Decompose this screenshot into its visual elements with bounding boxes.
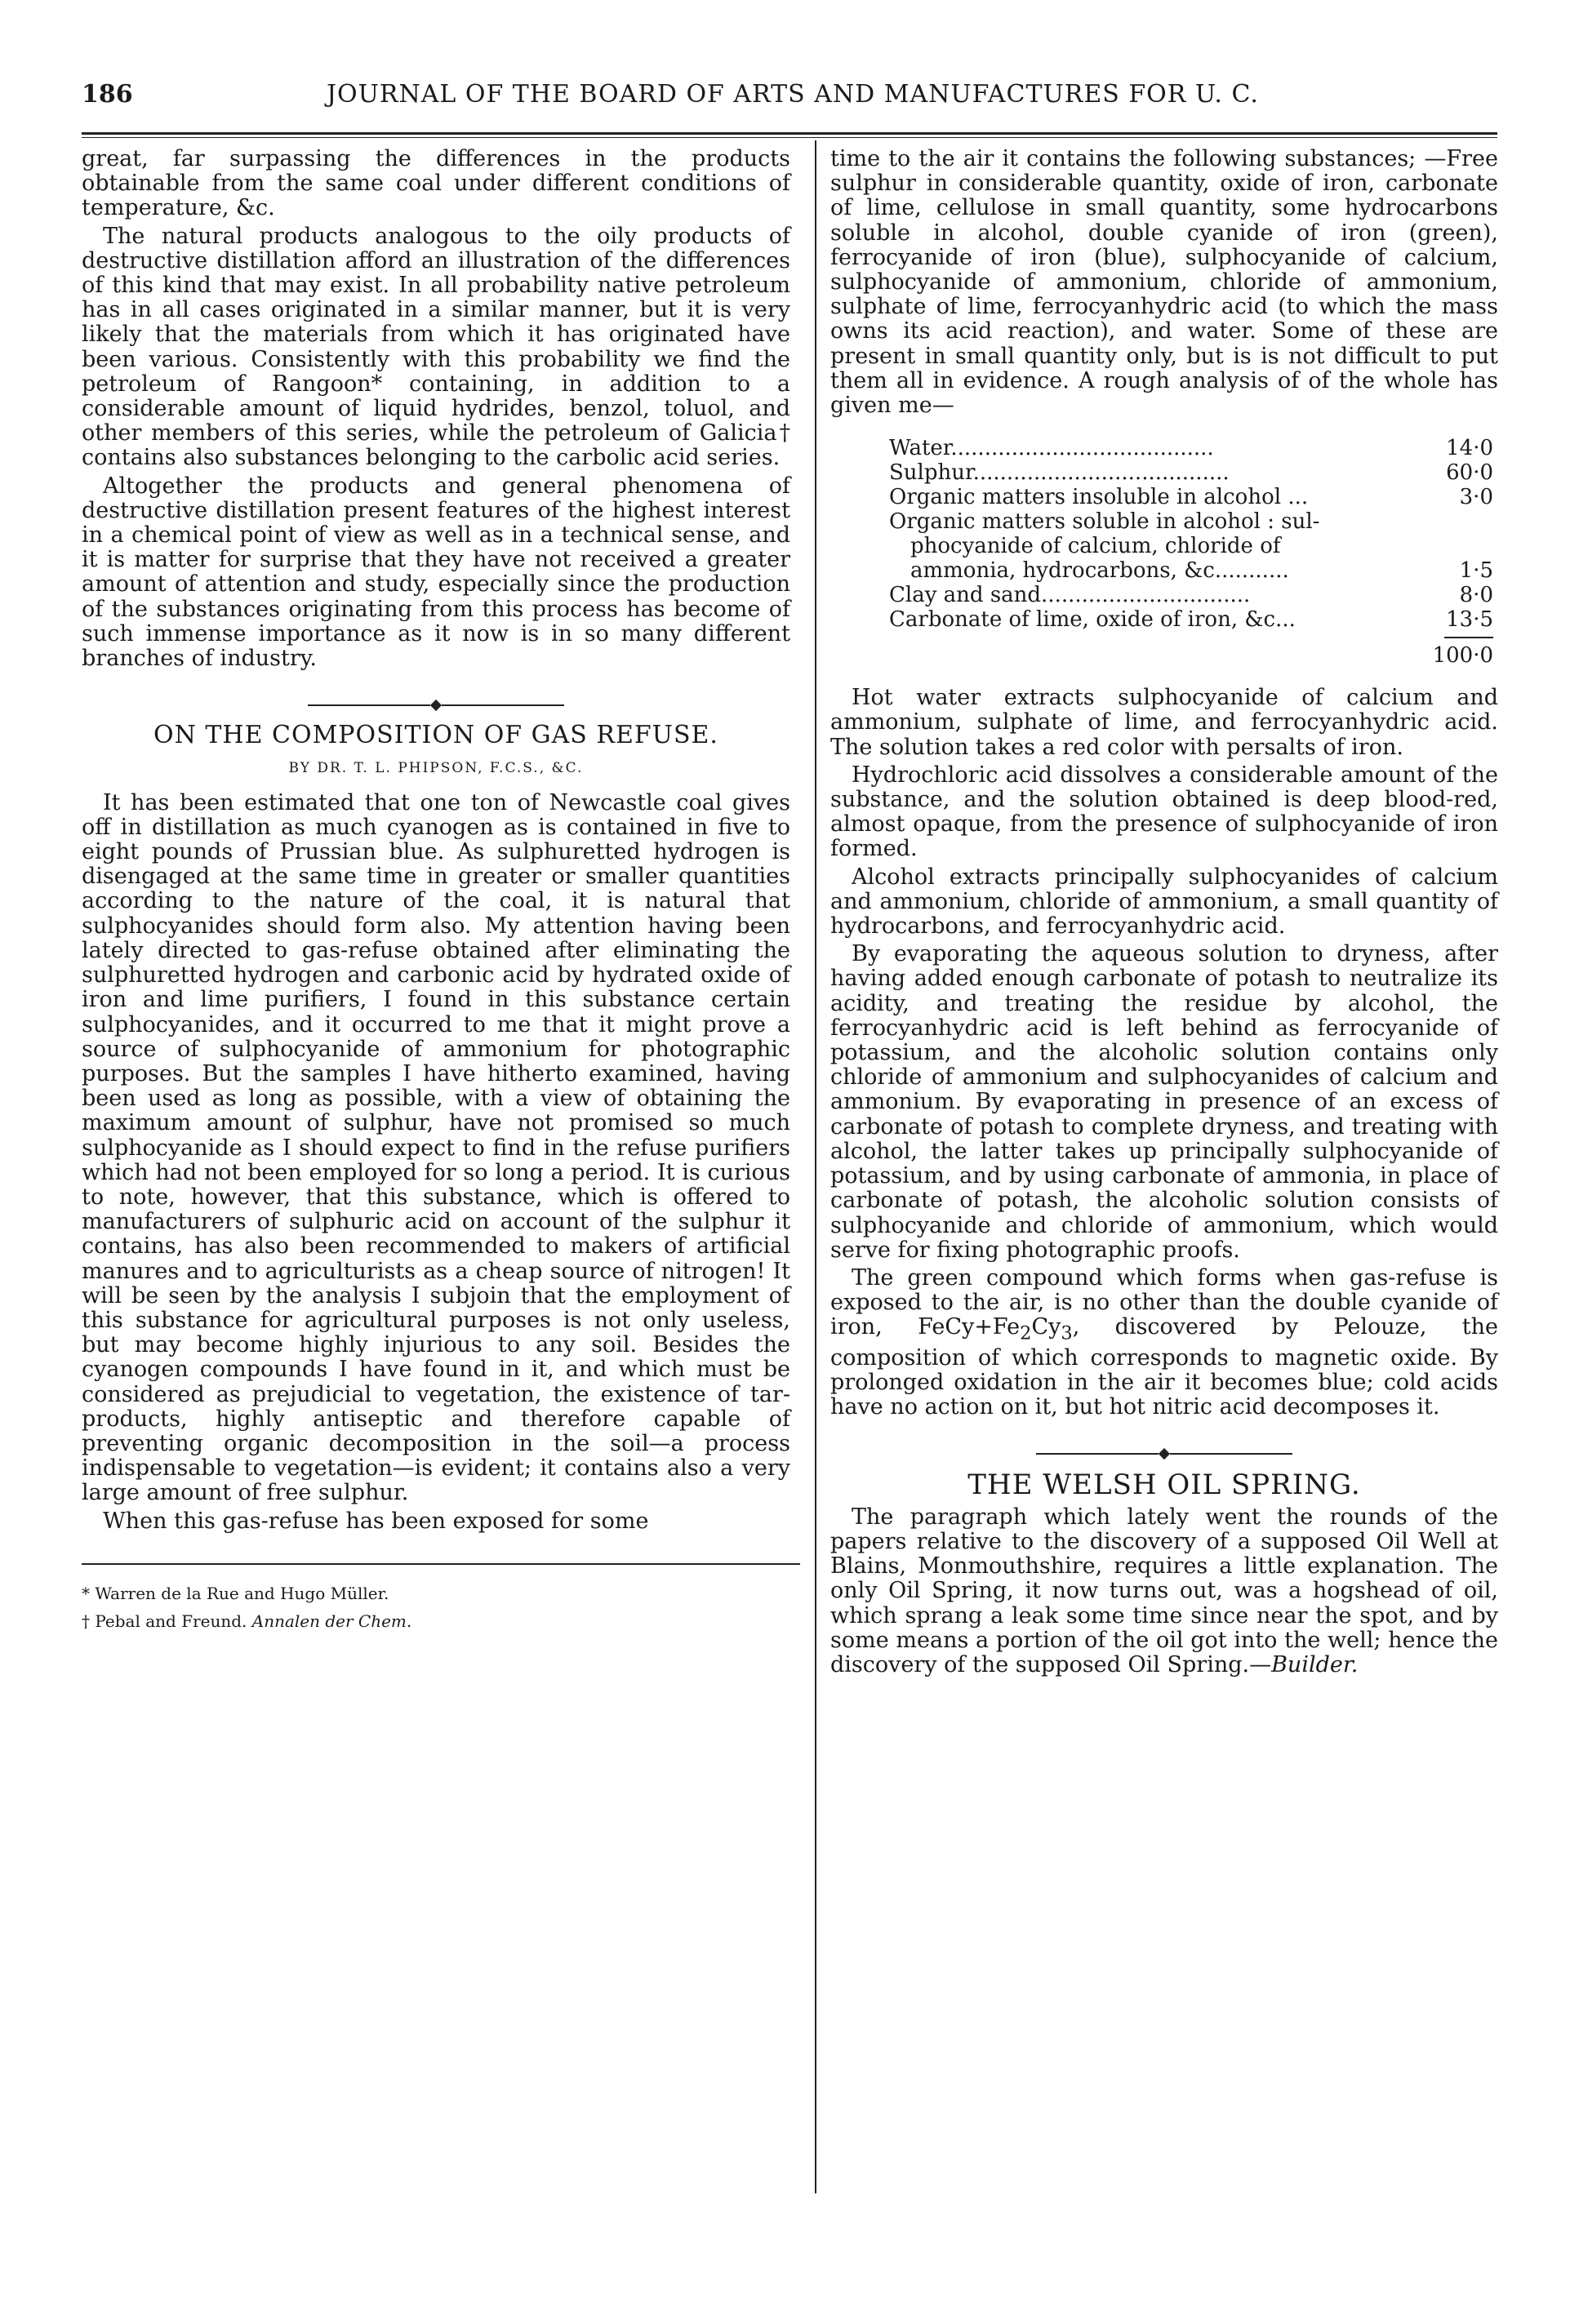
byline: BY DR. T. L. PHIPSON, F.C.S., &C. [288, 760, 584, 777]
paragraph: The natural products analogous to the oily products of destructive distillation afford an illustration of the differences of this kind that may exist. In all probability native petroleum has in all cases originated in a similar manner, but it is very likely that the materials from which it has originated have been various. Consistently with this probability we find the petroleum of Rangoon* containing, in addition to a considerable amount of liquid hydrides, benzol, toluol, and other members of this series, while the petroleum of Galicia† contains also substances belonging to the carbolic acid series. [82, 223, 790, 471]
analysis-row [889, 485, 1493, 509]
footnote-rule [82, 1563, 800, 1565]
analysis-row [889, 460, 1493, 485]
analysis-row [889, 583, 1493, 607]
analysis-label: ammonia, hydrocarbons, &c........... [910, 558, 1289, 584]
analysis-label: Organic matters insoluble in alcohol ... [889, 485, 1309, 510]
right-column [830, 147, 1498, 1677]
analysis-label: Carbonate of lime, oxide of iron, &c... [889, 607, 1296, 633]
paragraph: Hot water extracts sulphocyanide of calcium and ammonium, sulphate of lime, and ferrocyanhydric acid. The solution takes a red color with persalts of iron. [830, 685, 1498, 760]
paragraph: great, far surpassing the differences in the products obtainable from the same coal under different conditions of temperature, &c. [82, 146, 790, 221]
subscript: 3 [1061, 1322, 1073, 1344]
section-title: ON THE COMPOSITION OF GAS REFUSE. [153, 721, 718, 750]
analysis-row [889, 534, 1493, 558]
page-header [82, 80, 1486, 121]
text-run: , discovered by Pelouze, the composition of which corresponds to magnetic oxide. By prolonged oxidation in the air it becomes blue; cold acids have no action on it, but hot nitric acid decomposes it. [830, 1314, 1499, 1420]
analysis-value: 3·0 [1459, 485, 1493, 510]
analysis-label: Organic matters soluble in alcohol : sul- [889, 509, 1320, 535]
analysis-value: 13·5 [1446, 607, 1493, 633]
text-run: The paragraph which lately went the rounds of the papers relative to the discovery of a supposed Oil Well at Blains, Monmouthshire, requires a little explanation. The only Oil Spring, it now turns out, was a hogshead of oil, which sprang a leak some time since near the spot, and by some means a portion of the oil got into the well; hence the discovery of the supposed Oil Spring.— [830, 1504, 1498, 1677]
analysis-value: 14·0 [1446, 436, 1493, 461]
analysis-table [830, 436, 1498, 668]
header-rule [82, 132, 1497, 138]
paragraph: Alcohol extracts principally sulphocyanides of calcium and ammonium, chloride of ammonium, a small quantity of hydrocarbons, and ferrocyanhydric acid. [830, 864, 1498, 940]
section-title: THE WELSH OIL SPRING. [967, 1468, 1361, 1501]
paragraph: Altogether the products and general phenomena of destructive distillation present features of the highest interest in a chemical point of view as well as in a technical sense, and it is matter for surprise that they have not received a greater amount of attention and study, especially since the production of the substances originating from this process has become of such immense importance as it now is in so many different branches of industry. [82, 473, 790, 672]
analysis-row [889, 558, 1493, 583]
paragraph: When this gas-refuse has been exposed for some [103, 1508, 649, 1534]
subscript: 2 [1020, 1322, 1032, 1344]
analysis-label: Sulphur...................................... [889, 460, 1230, 486]
total-rule [1444, 637, 1493, 638]
analysis-value [1436, 534, 1493, 558]
text-run: The green compound which forms when gas-refuse is exposed to the air, is no other than the double cyanide of iron, FeCy+Fe [830, 1264, 1498, 1340]
footnote [82, 1607, 790, 1635]
column-divider [815, 140, 816, 2193]
analysis-value: 60·0 [1446, 460, 1493, 486]
analysis-label: phocyanide of calcium, chloride of [910, 534, 1281, 559]
paragraph: By evaporating the aqueous solution to dryness, after having added enough carbonate of potash to neutralize its acidity, and treating the residue by alcohol, the ferrocyanhydric acid is left behind as ferrocyanide of potassium, and the alcoholic solution contains only chloride of ammonium and sulphocyanides of calcium and ammonium. By evaporating in presence of an excess of carbonate of potash to complete dryness, and treating with alcohol, the latter takes up principally sulphocyanide of potassium, and by using carbonate of ammonia, in place of carbonate of potash, the alcoholic solution consists of sulphocyanide and chloride of ammonium, which would serve for fixing photographic proofs. [830, 941, 1498, 1263]
paragraph: Hydrochloric acid dissolves a considerable amount of the substance, and the solution obtained is deep blood-red, almost opaque, from the presence of sulphocyanide of iron formed. [830, 762, 1498, 862]
analysis-value: 8·0 [1459, 583, 1493, 608]
paragraph [830, 1266, 1498, 1420]
paragraph: It has been estimated that one ton of Newcastle coal gives off in distillation as much cyanogen as is contained in five to eight pounds of Prussian blue. As sulphuretted hydrogen is disengaged at the same time in greater or smaller quantities according to the nature of the coal, it is natural that sulphocyanides should form also. My attention having been lately directed to gas-refuse obtained after eliminating the sulphuretted hydrogen and carbonic acid by hydrated oxide of iron and lime purifiers, I found in this substance certain sulphocyanides, and it occurred to me that it might prove a source of sulphocyanide of ammonium for photographic purposes. But the samples I have hitherto examined, having been used as long as possible, with a view of obtaining the maximum amount of sulphur, have not promised so much sulphocyanide as I should expect to find in the refuse purifiers which had not been employed for so long a period. It is curious to note, however, that this substance, which is offered to manufacturers of sulphuric acid on account of the sulphur it contains, has also been recommended to makers of artificial manures and to agriculturists as a cheap source of nitrogen! It will be seen by the analysis I subjoin that the employment of this substance for agricultural purposes is not only useless, but may become highly injurious to any soil. Besides the cyanogen compounds I have found in it, and which must be considered as prejudicial to vegetation, the existence of tar-products, highly antiseptic and therefore capable of preventing organic decomposition in the soil—a process indispensable to vegetation—is evident; it contains also a very large amount of free sulphur. [82, 789, 790, 1506]
analysis-label: Clay and sand............................... [889, 583, 1251, 608]
analysis-row [889, 436, 1493, 460]
paragraph: time to the air it contains the following substances; —Free sulphur in considerable quantity, oxide of iron, carbonate of lime, cellulose in small quantity, some hydrocarbons soluble in alcohol, double cyanide of iron (green), ferrocyanide of iron (blue), sulphocyanide of calcium, sulphocyanide of ammonium, chloride of ammonium, sulphate of lime, ferrocyanhydric acid (to which the mass owns its acid reaction), and water. Some of these are present in small quantity only, but is is not difficult to put them all in evidence. A rough analysis of of the whole has given me— [830, 146, 1498, 419]
section-ornament [830, 1442, 1498, 1458]
analysis-value [1436, 509, 1493, 534]
footnote-text: † Pebal and Freund. [82, 1611, 252, 1631]
left-column [82, 147, 790, 1635]
analysis-value: 1·5 [1459, 558, 1493, 584]
footnote: * Warren de la Rue and Hugo Müller. [82, 1583, 389, 1603]
paragraph [830, 1505, 1498, 1677]
analysis-row [889, 607, 1493, 632]
text-run: Cy [1031, 1314, 1061, 1340]
section-ornament [82, 692, 790, 709]
page-number: 186 [82, 80, 133, 109]
source-citation: Builder. [1271, 1651, 1359, 1677]
footnote-journal: Annalen der Chem. [251, 1611, 412, 1631]
analysis-total: 100·0 [1432, 643, 1493, 669]
analysis-row [889, 509, 1493, 534]
analysis-label: Water....................................... [889, 436, 1214, 461]
running-title: JOURNAL OF THE BOARD OF ARTS AND MANUFACTURES FOR U. C. [327, 80, 1259, 109]
